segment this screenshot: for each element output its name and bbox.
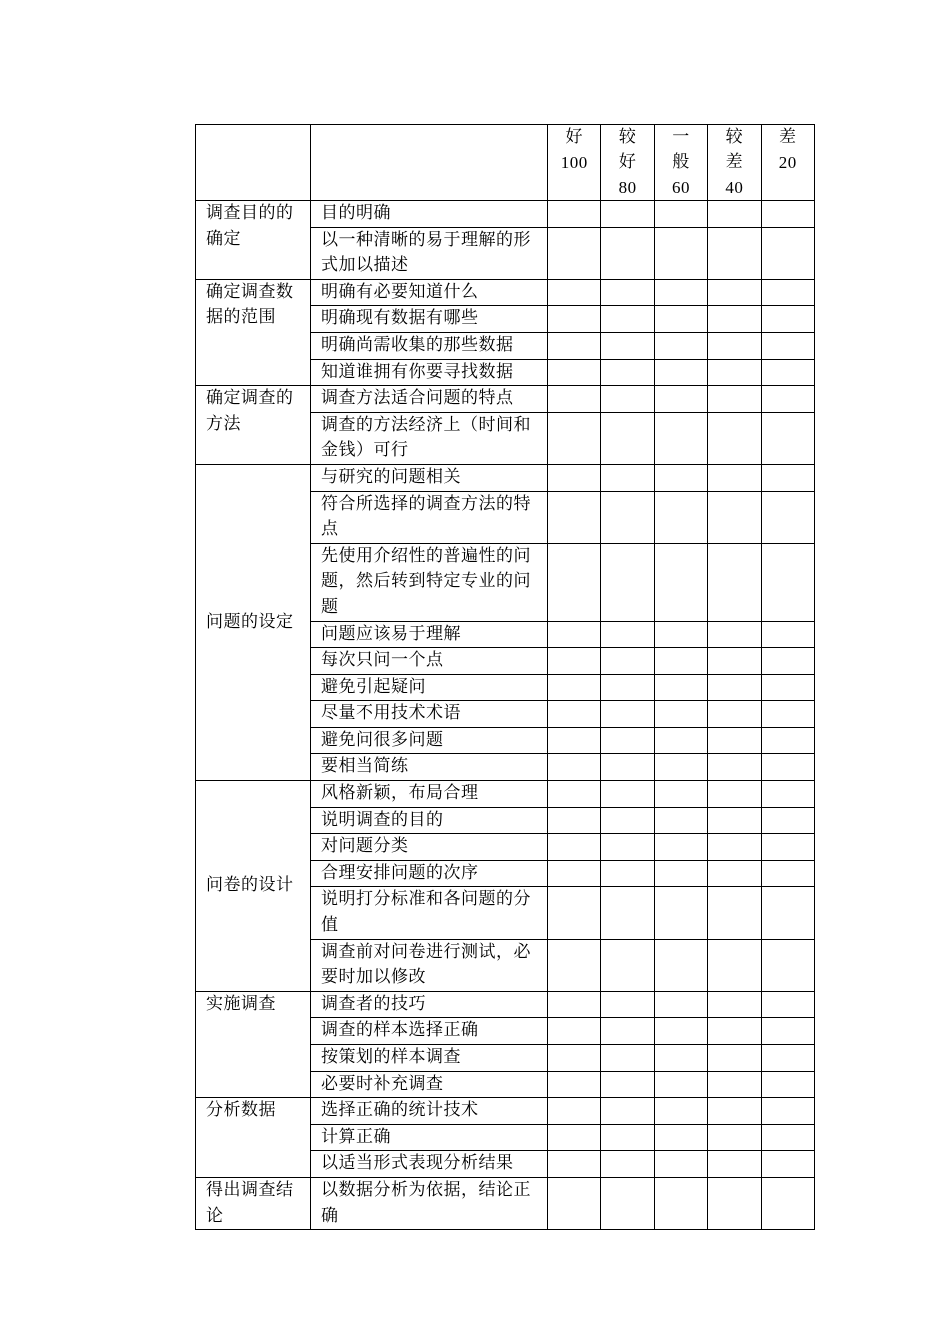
criterion-cell: 以一种清晰的易于理解的形式加以描述 <box>311 227 548 279</box>
score-input-cell[interactable] <box>601 201 654 228</box>
score-input-cell[interactable] <box>548 543 601 621</box>
criterion-cell: 必要时补充调查 <box>311 1071 548 1098</box>
score-input-cell[interactable] <box>654 306 707 333</box>
category-cell: 实施调查 <box>196 991 311 1097</box>
score-input-cell[interactable] <box>654 227 707 279</box>
score-input-cell[interactable] <box>548 621 601 648</box>
score-input-cell[interactable] <box>548 279 601 306</box>
score-input-cell[interactable] <box>708 227 761 279</box>
criterion-cell: 合理安排问题的次序 <box>311 860 548 887</box>
score-value: 40 <box>725 178 744 197</box>
score-input-cell[interactable] <box>548 781 601 808</box>
category-cell: 确定调查的方法 <box>196 386 311 465</box>
score-input-cell[interactable] <box>761 939 814 991</box>
criterion-cell: 避免引起疑问 <box>311 674 548 701</box>
criterion-cell: 调查的样本选择正确 <box>311 1018 548 1045</box>
score-label-char: 好 <box>565 127 583 147</box>
score-input-cell[interactable] <box>708 834 761 861</box>
score-input-cell[interactable] <box>654 807 707 834</box>
score-input-cell[interactable] <box>708 1177 761 1229</box>
score-input-cell[interactable] <box>654 201 707 228</box>
score-input-cell[interactable] <box>708 701 761 728</box>
score-input-cell[interactable] <box>601 464 654 491</box>
criterion-cell: 明确现有数据有哪些 <box>311 306 548 333</box>
criterion-cell: 要相当简练 <box>311 754 548 781</box>
criterion-cell: 先使用介绍性的普遍性的问题，然后转到特定专业的问题 <box>311 543 548 621</box>
score-input-cell[interactable] <box>601 332 654 359</box>
table-row <box>196 201 815 228</box>
score-input-cell[interactable] <box>601 701 654 728</box>
score-input-cell[interactable] <box>548 491 601 543</box>
score-input-cell[interactable] <box>548 807 601 834</box>
score-input-cell[interactable] <box>601 754 654 781</box>
evaluation-table <box>195 124 815 1230</box>
score-input-cell[interactable] <box>654 754 707 781</box>
table-row <box>196 1177 815 1229</box>
score-input-cell[interactable] <box>761 1151 814 1178</box>
score-input-cell[interactable] <box>601 412 654 464</box>
score-input-cell[interactable] <box>548 201 601 228</box>
score-input-cell[interactable] <box>548 1177 601 1229</box>
criterion-cell: 避免问很多问题 <box>311 727 548 754</box>
score-input-cell[interactable] <box>761 1018 814 1045</box>
score-input-cell[interactable] <box>548 939 601 991</box>
score-input-cell[interactable] <box>601 279 654 306</box>
score-label-char: 较 <box>618 127 637 147</box>
score-input-cell[interactable] <box>601 543 654 621</box>
score-input-cell[interactable] <box>761 834 814 861</box>
score-input-cell[interactable] <box>548 359 601 386</box>
score-input-cell[interactable] <box>601 359 654 386</box>
criterion-cell: 与研究的问题相关 <box>311 464 548 491</box>
score-input-cell[interactable] <box>548 1018 601 1045</box>
category-cell: 问题的设定 <box>196 464 311 780</box>
score-input-cell[interactable] <box>708 1018 761 1045</box>
score-input-cell[interactable] <box>601 1177 654 1229</box>
category-cell: 调查目的的确定 <box>196 201 311 280</box>
score-input-cell[interactable] <box>548 754 601 781</box>
score-input-cell[interactable] <box>708 991 761 1018</box>
score-input-cell[interactable] <box>601 1071 654 1098</box>
criterion-cell: 说明调查的目的 <box>311 807 548 834</box>
score-input-cell[interactable] <box>654 1018 707 1045</box>
table-row <box>196 386 815 413</box>
score-input-cell[interactable] <box>654 781 707 808</box>
score-input-cell[interactable] <box>601 860 654 887</box>
score-input-cell[interactable] <box>654 648 707 675</box>
table-row <box>196 781 815 808</box>
score-input-cell[interactable] <box>654 359 707 386</box>
criterion-cell: 明确有必要知道什么 <box>311 279 548 306</box>
score-input-cell[interactable] <box>761 386 814 413</box>
score-input-cell[interactable] <box>708 939 761 991</box>
score-input-cell[interactable] <box>548 464 601 491</box>
score-input-cell[interactable] <box>761 1045 814 1072</box>
score-label-char: 般 <box>672 152 690 172</box>
score-input-cell[interactable] <box>654 621 707 648</box>
score-input-cell[interactable] <box>548 227 601 279</box>
score-input-cell[interactable] <box>548 386 601 413</box>
criterion-cell: 符合所选择的调查方法的特点 <box>311 491 548 543</box>
score-input-cell[interactable] <box>601 991 654 1018</box>
score-input-cell[interactable] <box>601 1124 654 1151</box>
criterion-cell: 知道谁拥有你要寻找数据 <box>311 359 548 386</box>
score-input-cell[interactable] <box>654 386 707 413</box>
criterion-cell: 选择正确的统计技术 <box>311 1098 548 1125</box>
score-input-cell[interactable] <box>761 701 814 728</box>
score-input-cell[interactable] <box>654 727 707 754</box>
criterion-cell: 按策划的样本调查 <box>311 1045 548 1072</box>
score-input-cell[interactable] <box>654 464 707 491</box>
score-input-cell[interactable] <box>654 887 707 939</box>
score-input-cell[interactable] <box>601 306 654 333</box>
score-input-cell[interactable] <box>761 754 814 781</box>
score-label-char: 差 <box>725 152 744 172</box>
criterion-cell: 风格新颖，布局合理 <box>311 781 548 808</box>
score-input-cell[interactable] <box>708 386 761 413</box>
score-input-cell[interactable] <box>654 332 707 359</box>
score-input-cell[interactable] <box>601 887 654 939</box>
score-value: 80 <box>618 178 637 197</box>
score-input-cell[interactable] <box>601 386 654 413</box>
score-input-cell[interactable] <box>761 201 814 228</box>
score-input-cell[interactable] <box>654 543 707 621</box>
criterion-cell: 调查者的技巧 <box>311 991 548 1018</box>
score-input-cell[interactable] <box>654 1177 707 1229</box>
score-input-cell[interactable] <box>708 781 761 808</box>
criterion-cell: 说明打分标准和各问题的分值 <box>311 887 548 939</box>
score-header-good <box>548 125 601 201</box>
score-input-cell[interactable] <box>761 359 814 386</box>
score-input-cell[interactable] <box>601 781 654 808</box>
score-input-cell[interactable] <box>761 781 814 808</box>
score-label-char: 差 <box>779 127 797 147</box>
score-input-cell[interactable] <box>601 807 654 834</box>
score-input-cell[interactable] <box>548 991 601 1018</box>
score-input-cell[interactable] <box>708 1098 761 1125</box>
score-value: 100 <box>560 153 588 172</box>
score-input-cell[interactable] <box>654 1151 707 1178</box>
score-input-cell[interactable] <box>708 464 761 491</box>
table-row <box>196 1098 815 1125</box>
table-row <box>196 279 815 306</box>
score-input-cell[interactable] <box>601 727 654 754</box>
score-input-cell[interactable] <box>548 887 601 939</box>
score-input-cell[interactable] <box>761 279 814 306</box>
criterion-cell: 问题应该易于理解 <box>311 621 548 648</box>
score-input-cell[interactable] <box>654 701 707 728</box>
score-input-cell[interactable] <box>548 701 601 728</box>
score-input-cell[interactable] <box>654 1045 707 1072</box>
score-input-cell[interactable] <box>654 939 707 991</box>
score-input-cell[interactable] <box>761 887 814 939</box>
score-input-cell[interactable] <box>601 1098 654 1125</box>
score-input-cell[interactable] <box>761 1177 814 1229</box>
score-input-cell[interactable] <box>761 1071 814 1098</box>
score-input-cell[interactable] <box>601 227 654 279</box>
score-input-cell[interactable] <box>708 1151 761 1178</box>
criterion-cell: 明确尚需收集的那些数据 <box>311 332 548 359</box>
header-row <box>196 125 815 201</box>
score-input-cell[interactable] <box>601 1045 654 1072</box>
score-input-cell[interactable] <box>654 1071 707 1098</box>
score-input-cell[interactable] <box>708 1045 761 1072</box>
criterion-cell: 调查方法适合问题的特点 <box>311 386 548 413</box>
header-item-cell <box>311 125 548 201</box>
score-value: 20 <box>778 153 797 172</box>
score-input-cell[interactable] <box>761 412 814 464</box>
category-cell: 分析数据 <box>196 1098 311 1178</box>
criterion-cell: 计算正确 <box>311 1124 548 1151</box>
criterion-cell: 尽量不用技术术语 <box>311 701 548 728</box>
criterion-cell: 目的明确 <box>311 201 548 228</box>
score-input-cell[interactable] <box>761 621 814 648</box>
score-input-cell[interactable] <box>548 412 601 464</box>
category-cell: 问卷的设计 <box>196 781 311 992</box>
score-input-cell[interactable] <box>548 1124 601 1151</box>
score-label-char: 较 <box>725 127 744 147</box>
score-input-cell[interactable] <box>761 648 814 675</box>
score-input-cell[interactable] <box>761 332 814 359</box>
score-input-cell[interactable] <box>761 674 814 701</box>
score-input-cell[interactable] <box>708 1124 761 1151</box>
score-input-cell[interactable] <box>654 1124 707 1151</box>
criterion-cell: 调查的方法经济上（时间和金钱）可行 <box>311 412 548 464</box>
score-input-cell[interactable] <box>708 674 761 701</box>
score-input-cell[interactable] <box>708 412 761 464</box>
score-input-cell[interactable] <box>548 306 601 333</box>
category-cell: 确定调查数据的范围 <box>196 279 311 385</box>
score-input-cell[interactable] <box>761 1098 814 1125</box>
score-input-cell[interactable] <box>654 674 707 701</box>
score-input-cell[interactable] <box>601 1018 654 1045</box>
evaluation-table-body <box>196 125 815 1230</box>
table-row <box>196 991 815 1018</box>
score-input-cell[interactable] <box>548 674 601 701</box>
score-input-cell[interactable] <box>761 543 814 621</box>
score-input-cell[interactable] <box>708 621 761 648</box>
score-input-cell[interactable] <box>601 621 654 648</box>
score-input-cell[interactable] <box>548 648 601 675</box>
score-input-cell[interactable] <box>654 491 707 543</box>
score-input-cell[interactable] <box>708 648 761 675</box>
score-input-cell[interactable] <box>708 860 761 887</box>
score-input-cell[interactable] <box>761 464 814 491</box>
criterion-cell: 以适当形式表现分析结果 <box>311 1151 548 1178</box>
score-input-cell[interactable] <box>761 306 814 333</box>
score-value: 60 <box>671 178 690 197</box>
score-input-cell[interactable] <box>654 834 707 861</box>
score-input-cell[interactable] <box>708 727 761 754</box>
score-input-cell[interactable] <box>654 1098 707 1125</box>
score-input-cell[interactable] <box>548 860 601 887</box>
score-input-cell[interactable] <box>654 412 707 464</box>
score-input-cell[interactable] <box>708 359 761 386</box>
score-input-cell[interactable] <box>708 754 761 781</box>
score-input-cell[interactable] <box>548 1045 601 1072</box>
score-input-cell[interactable] <box>601 674 654 701</box>
score-input-cell[interactable] <box>654 860 707 887</box>
score-input-cell[interactable] <box>548 727 601 754</box>
score-input-cell[interactable] <box>708 807 761 834</box>
score-input-cell[interactable] <box>601 1151 654 1178</box>
score-input-cell[interactable] <box>654 991 707 1018</box>
score-input-cell[interactable] <box>708 201 761 228</box>
score-input-cell[interactable] <box>708 332 761 359</box>
criterion-cell: 调查前对问卷进行测试，必要时加以修改 <box>311 939 548 991</box>
score-input-cell[interactable] <box>548 332 601 359</box>
category-cell: 得出调查结论 <box>196 1177 311 1229</box>
score-input-cell[interactable] <box>708 306 761 333</box>
score-label-char: 好 <box>618 152 637 172</box>
score-input-cell[interactable] <box>708 491 761 543</box>
score-input-cell[interactable] <box>708 1071 761 1098</box>
score-input-cell[interactable] <box>761 807 814 834</box>
score-input-cell[interactable] <box>708 887 761 939</box>
score-input-cell[interactable] <box>548 1098 601 1125</box>
score-input-cell[interactable] <box>761 227 814 279</box>
score-input-cell[interactable] <box>601 834 654 861</box>
score-input-cell[interactable] <box>548 834 601 861</box>
score-input-cell[interactable] <box>601 491 654 543</box>
score-input-cell[interactable] <box>548 1151 601 1178</box>
score-header-fairly-good <box>601 125 654 201</box>
score-label-char: 一 <box>672 127 690 147</box>
score-input-cell[interactable] <box>761 727 814 754</box>
score-input-cell[interactable] <box>761 860 814 887</box>
criterion-cell: 每次只问一个点 <box>311 648 548 675</box>
score-input-cell[interactable] <box>654 279 707 306</box>
score-input-cell[interactable] <box>708 543 761 621</box>
score-input-cell[interactable] <box>708 279 761 306</box>
table-row <box>196 464 815 491</box>
score-input-cell[interactable] <box>761 491 814 543</box>
score-header-average <box>654 125 707 201</box>
score-input-cell[interactable] <box>548 1071 601 1098</box>
score-header-poor <box>761 125 814 201</box>
criterion-cell: 对问题分类 <box>311 834 548 861</box>
score-input-cell[interactable] <box>601 939 654 991</box>
score-input-cell[interactable] <box>761 1124 814 1151</box>
header-category-cell <box>196 125 311 201</box>
score-input-cell[interactable] <box>761 991 814 1018</box>
score-header-fairly-poor <box>708 125 761 201</box>
criterion-cell: 以数据分析为依据，结论正确 <box>311 1177 548 1229</box>
score-input-cell[interactable] <box>601 648 654 675</box>
